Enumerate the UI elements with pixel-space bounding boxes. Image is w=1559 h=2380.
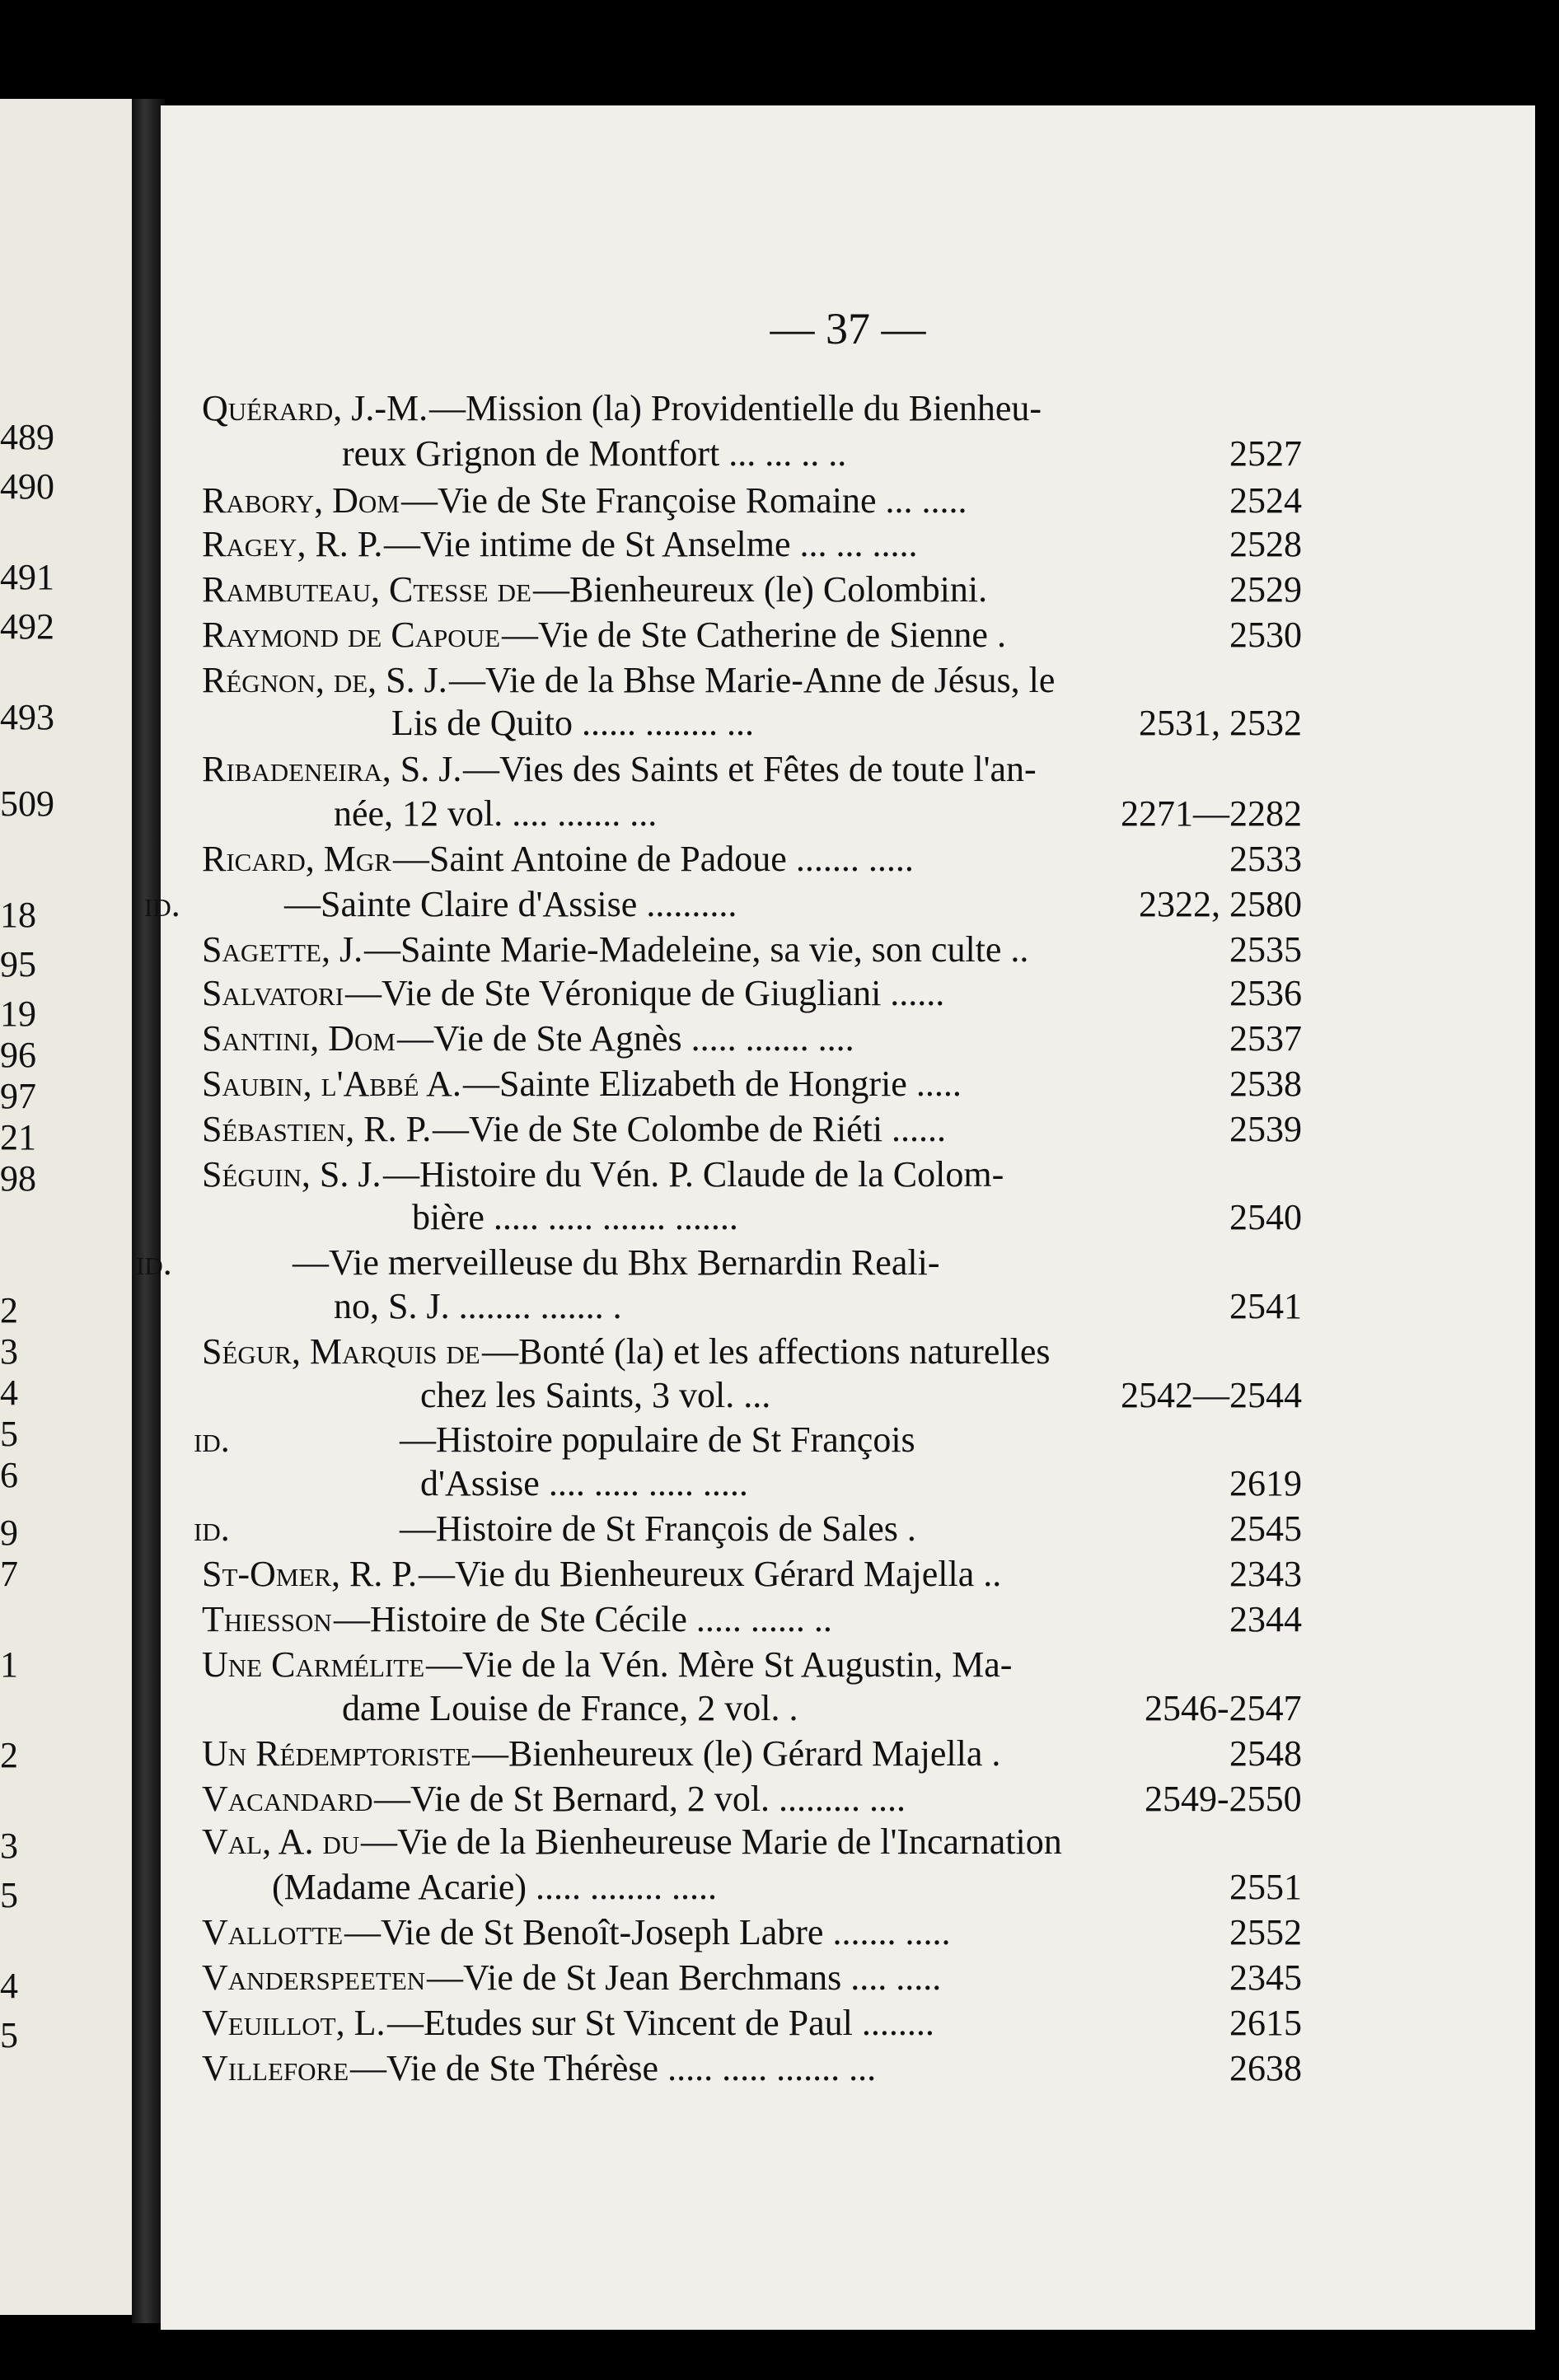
entry-author: Rabory, Dom — [202, 480, 400, 521]
entry-title: chez les Saints, 3 vol. ... — [420, 1375, 771, 1415]
previous-page-number: 95 — [0, 944, 36, 984]
entry-author: Santini, Dom — [202, 1018, 396, 1059]
index-entry — [161, 1866, 1535, 1914]
entry-title: —Vie de St Bernard, 2 vol. ......... .... — [374, 1779, 906, 1819]
entry-title: no, S. J. ........ ....... . — [334, 1286, 622, 1326]
entry-author: Régnon, de, S. J. — [202, 660, 447, 700]
previous-page-number: 4 — [0, 1966, 18, 2006]
entry-title: —Mission (la) Providentielle du Bienheu- — [429, 388, 1042, 428]
entry-title: reux Grignon de Montfort ... ... .. .. — [342, 433, 847, 474]
entry-author: Ségur, Marquis de — [202, 1331, 480, 1372]
index-entry — [161, 2047, 1535, 2095]
entry-number: 2549-2550 — [1145, 1779, 1302, 1819]
entry-author: Ribadeneira, S. J. — [202, 749, 462, 789]
entry-author: Villefore — [202, 2048, 349, 2088]
entry-title: —Vie de la Bienheureuse Marie de l'Incarnation — [361, 1821, 1062, 1862]
entry-number: 2531, 2532 — [1139, 703, 1302, 743]
index-entry — [161, 1598, 1535, 1646]
entry-author: id. — [194, 1508, 230, 1549]
index-entry — [161, 702, 1535, 750]
entry-author: Vacandard — [202, 1779, 373, 1819]
entry-number: 2552 — [1229, 1912, 1302, 1952]
entry-title: —Histoire du Vén. P. Claude de la Colom- — [383, 1154, 1004, 1195]
entry-number: 2344 — [1229, 1599, 1302, 1639]
previous-page-edge — [0, 99, 136, 2315]
entry-title: —Vie de Ste Colombe de Riéti ...... — [433, 1109, 947, 1149]
index-entry — [161, 1957, 1535, 2004]
previous-page-number: 7 — [0, 1554, 18, 1594]
index-entry — [161, 1153, 1535, 1201]
entry-author: Vallotte — [202, 1912, 344, 1952]
previous-page-number: 509 — [0, 783, 54, 824]
previous-page-number: 493 — [0, 697, 54, 737]
entry-author: id. — [136, 1242, 172, 1283]
entry-author: Saubin, l'Abbé A. — [202, 1064, 461, 1104]
index-entry — [161, 1017, 1535, 1065]
entry-title: —Sainte Marie-Madeleine, sa vie, son culte .. — [364, 929, 1029, 970]
entry-title: —Vie merveilleuse du Bhx Bernardin Reali- — [293, 1242, 940, 1283]
entry-number: 2537 — [1229, 1018, 1302, 1059]
index-entry — [161, 1821, 1535, 1868]
entry-number: 2529 — [1229, 569, 1302, 610]
entry-title: née, 12 vol. .... ....... ... — [334, 793, 658, 834]
entry-title: —Vies des Saints et Fêtes de toute l'an- — [463, 749, 1037, 789]
entry-number: 2530 — [1229, 615, 1302, 655]
entry-number: 2551 — [1229, 1867, 1302, 1907]
entry-author: id. — [144, 884, 180, 924]
entry-title: —Bonté (la) et les affections naturelles — [482, 1331, 1051, 1372]
entry-author: Ragey, R. P. — [202, 524, 383, 564]
entry-title: —Vie de Ste Françoise Romaine ... ..... — [401, 480, 967, 521]
index-entry — [161, 1419, 1535, 1466]
index-entry — [161, 838, 1535, 886]
entry-number: 2538 — [1229, 1064, 1302, 1104]
entry-title: —Histoire de Ste Cécile ..... ...... .. — [334, 1599, 832, 1639]
index-entry — [144, 883, 1535, 931]
previous-page-number: 5 — [0, 2015, 18, 2055]
index-entry — [161, 1330, 1535, 1378]
previous-page-number: 96 — [0, 1035, 36, 1075]
entry-author: Un Rédemptoriste — [202, 1733, 471, 1774]
index-entry — [161, 1063, 1535, 1111]
entry-title: —Vie de la Bhse Marie-Anne de Jésus, le — [449, 660, 1056, 700]
entry-title: —Vie de St Benoît-Joseph Labre ....... ..... — [344, 1912, 951, 1952]
entry-number: 2343 — [1229, 1554, 1302, 1594]
previous-page-number: 3 — [0, 1826, 18, 1866]
entry-author: Thiesson — [202, 1599, 332, 1639]
index-entry — [161, 568, 1535, 616]
entry-number: 2619 — [1229, 1463, 1302, 1503]
entry-number: 2638 — [1229, 2048, 1302, 2088]
previous-page-number: 18 — [0, 895, 36, 935]
entry-title: dame Louise de France, 2 vol. . — [342, 1688, 798, 1728]
entry-title: bière ..... ..... ....... ....... — [412, 1197, 738, 1237]
entry-title: —Vie de St Jean Berchmans .... ..... — [427, 1957, 942, 1998]
entry-number: 2540 — [1229, 1197, 1302, 1237]
entry-number: 2546-2547 — [1145, 1688, 1302, 1728]
index-entry — [161, 1732, 1535, 1780]
index-entry — [136, 1241, 1535, 1289]
index-entry — [161, 479, 1535, 527]
entry-author: Val, A. du — [202, 1821, 360, 1862]
index-entry — [161, 1108, 1535, 1156]
entry-title: —Vie de Ste Thérèse ..... ..... ....... ... — [350, 2048, 877, 2088]
entry-number: 2539 — [1229, 1109, 1302, 1149]
index-entry — [161, 1462, 1535, 1510]
entry-title: d'Assise .... ..... ..... ..... — [420, 1463, 748, 1503]
entry-title: Lis de Quito ...... ........ ... — [391, 703, 754, 743]
entry-author: Une Carmélite — [202, 1644, 425, 1685]
previous-page-number: 492 — [0, 606, 54, 647]
entry-number: 2345 — [1229, 1957, 1302, 1998]
index-entry — [161, 1374, 1535, 1422]
entry-author: Veuillot, L. — [202, 2003, 386, 2043]
index-entry — [161, 928, 1535, 976]
previous-page-number: 3 — [0, 1331, 18, 1372]
previous-page-number: 5 — [0, 1875, 18, 1915]
entry-number: 2524 — [1229, 480, 1302, 521]
entry-author: id. — [194, 1419, 230, 1460]
index-entry — [161, 972, 1535, 1020]
entry-title: —Vie de Ste Agnès ..... ....... .... — [397, 1018, 854, 1059]
book-spine — [132, 99, 165, 2323]
entry-title: (Madame Acarie) ..... ........ ..... — [272, 1867, 718, 1907]
document-page — [136, 105, 1535, 2330]
previous-page-number: 21 — [0, 1117, 36, 1157]
previous-page-number: 2 — [0, 1290, 18, 1330]
entry-number: 2533 — [1229, 839, 1302, 879]
entry-number: 2528 — [1229, 524, 1302, 564]
previous-page-number: 4 — [0, 1372, 18, 1413]
entry-title: —Histoire populaire de St François — [400, 1419, 915, 1460]
entry-title: —Vie intime de St Anselme ... ... ..... — [384, 524, 918, 564]
previous-page-number: 489 — [0, 417, 54, 457]
entry-author: Rambuteau, Ctesse de — [202, 569, 531, 610]
entry-title: —Vie de Ste Catherine de Sienne . — [502, 615, 1006, 655]
index-entry — [161, 659, 1535, 707]
entry-author: Quérard, J.-M. — [202, 388, 428, 428]
entry-title: —Sainte Claire d'Assise .......... — [284, 884, 737, 924]
entry-title: —Vie de la Vén. Mère St Augustin, Ma- — [426, 1644, 1013, 1685]
entry-title: —Sainte Elizabeth de Hongrie ..... — [463, 1064, 962, 1104]
entry-author: Sébastien, R. P. — [202, 1109, 432, 1149]
entry-title: —Bienheureux (le) Colombini. — [533, 569, 988, 610]
index-entry — [161, 1196, 1535, 1244]
entry-number: 2545 — [1229, 1508, 1302, 1549]
entry-title: —Histoire de St François de Sales . — [400, 1508, 916, 1549]
entry-title: —Vie de Ste Véronique de Giugliani ...... — [345, 973, 945, 1013]
index-entry — [161, 433, 1535, 480]
entry-number: 2535 — [1229, 929, 1302, 970]
index-entry — [161, 1778, 1535, 1826]
previous-page-number: 491 — [0, 557, 54, 597]
index-entry — [161, 1644, 1535, 1691]
entry-number: 2527 — [1229, 433, 1302, 474]
entry-author: St-Omer, R. P. — [202, 1554, 417, 1594]
index-entry — [161, 793, 1535, 840]
previous-page-number: 5 — [0, 1414, 18, 1454]
entry-number: 2322, 2580 — [1139, 884, 1302, 924]
entry-number: 2548 — [1229, 1733, 1302, 1774]
previous-page-number: 19 — [0, 994, 36, 1034]
entry-title: —Etudes sur St Vincent de Paul ........ — [387, 2003, 934, 2043]
page-number: — 37 — — [770, 304, 926, 353]
index-entry — [161, 614, 1535, 662]
entry-number: 2615 — [1229, 2003, 1302, 2043]
entry-number: 2542—2544 — [1121, 1375, 1302, 1415]
entry-title: —Vie du Bienheureux Gérard Majella .. — [419, 1554, 1002, 1594]
entry-title: —Bienheureux (le) Gérard Majella . — [472, 1733, 1001, 1774]
previous-page-number: 2 — [0, 1735, 18, 1775]
entry-number: 2536 — [1229, 973, 1302, 1013]
previous-page-number: 1 — [0, 1644, 18, 1685]
index-entry — [161, 1687, 1535, 1735]
entry-author: Sagette, J. — [202, 929, 363, 970]
index-entry — [161, 2002, 1535, 2050]
index-entry — [161, 1285, 1535, 1333]
index-entry — [161, 748, 1535, 796]
index-entry — [161, 387, 1535, 435]
index-entry — [161, 1911, 1535, 1959]
entry-author: Vanderspeeten — [202, 1957, 426, 1998]
entry-author: Salvatori — [202, 973, 344, 1013]
previous-page-number: 98 — [0, 1158, 36, 1199]
entry-number: 2271—2282 — [1121, 793, 1302, 834]
index-entry — [161, 523, 1535, 571]
entry-author: Ricard, Mgr — [202, 839, 391, 879]
entry-author: Raymond de Capoue — [202, 615, 501, 655]
previous-page-number: 6 — [0, 1455, 18, 1495]
entry-title: —Saint Antoine de Padoue ....... ..... — [393, 839, 914, 879]
previous-page-number: 490 — [0, 466, 54, 507]
previous-page-number: 9 — [0, 1513, 18, 1553]
previous-page-number: 97 — [0, 1076, 36, 1116]
index-entry — [161, 1553, 1535, 1601]
entry-author: Séguin, S. J. — [202, 1154, 382, 1195]
index-entry — [161, 1508, 1535, 1555]
entry-number: 2541 — [1229, 1286, 1302, 1326]
